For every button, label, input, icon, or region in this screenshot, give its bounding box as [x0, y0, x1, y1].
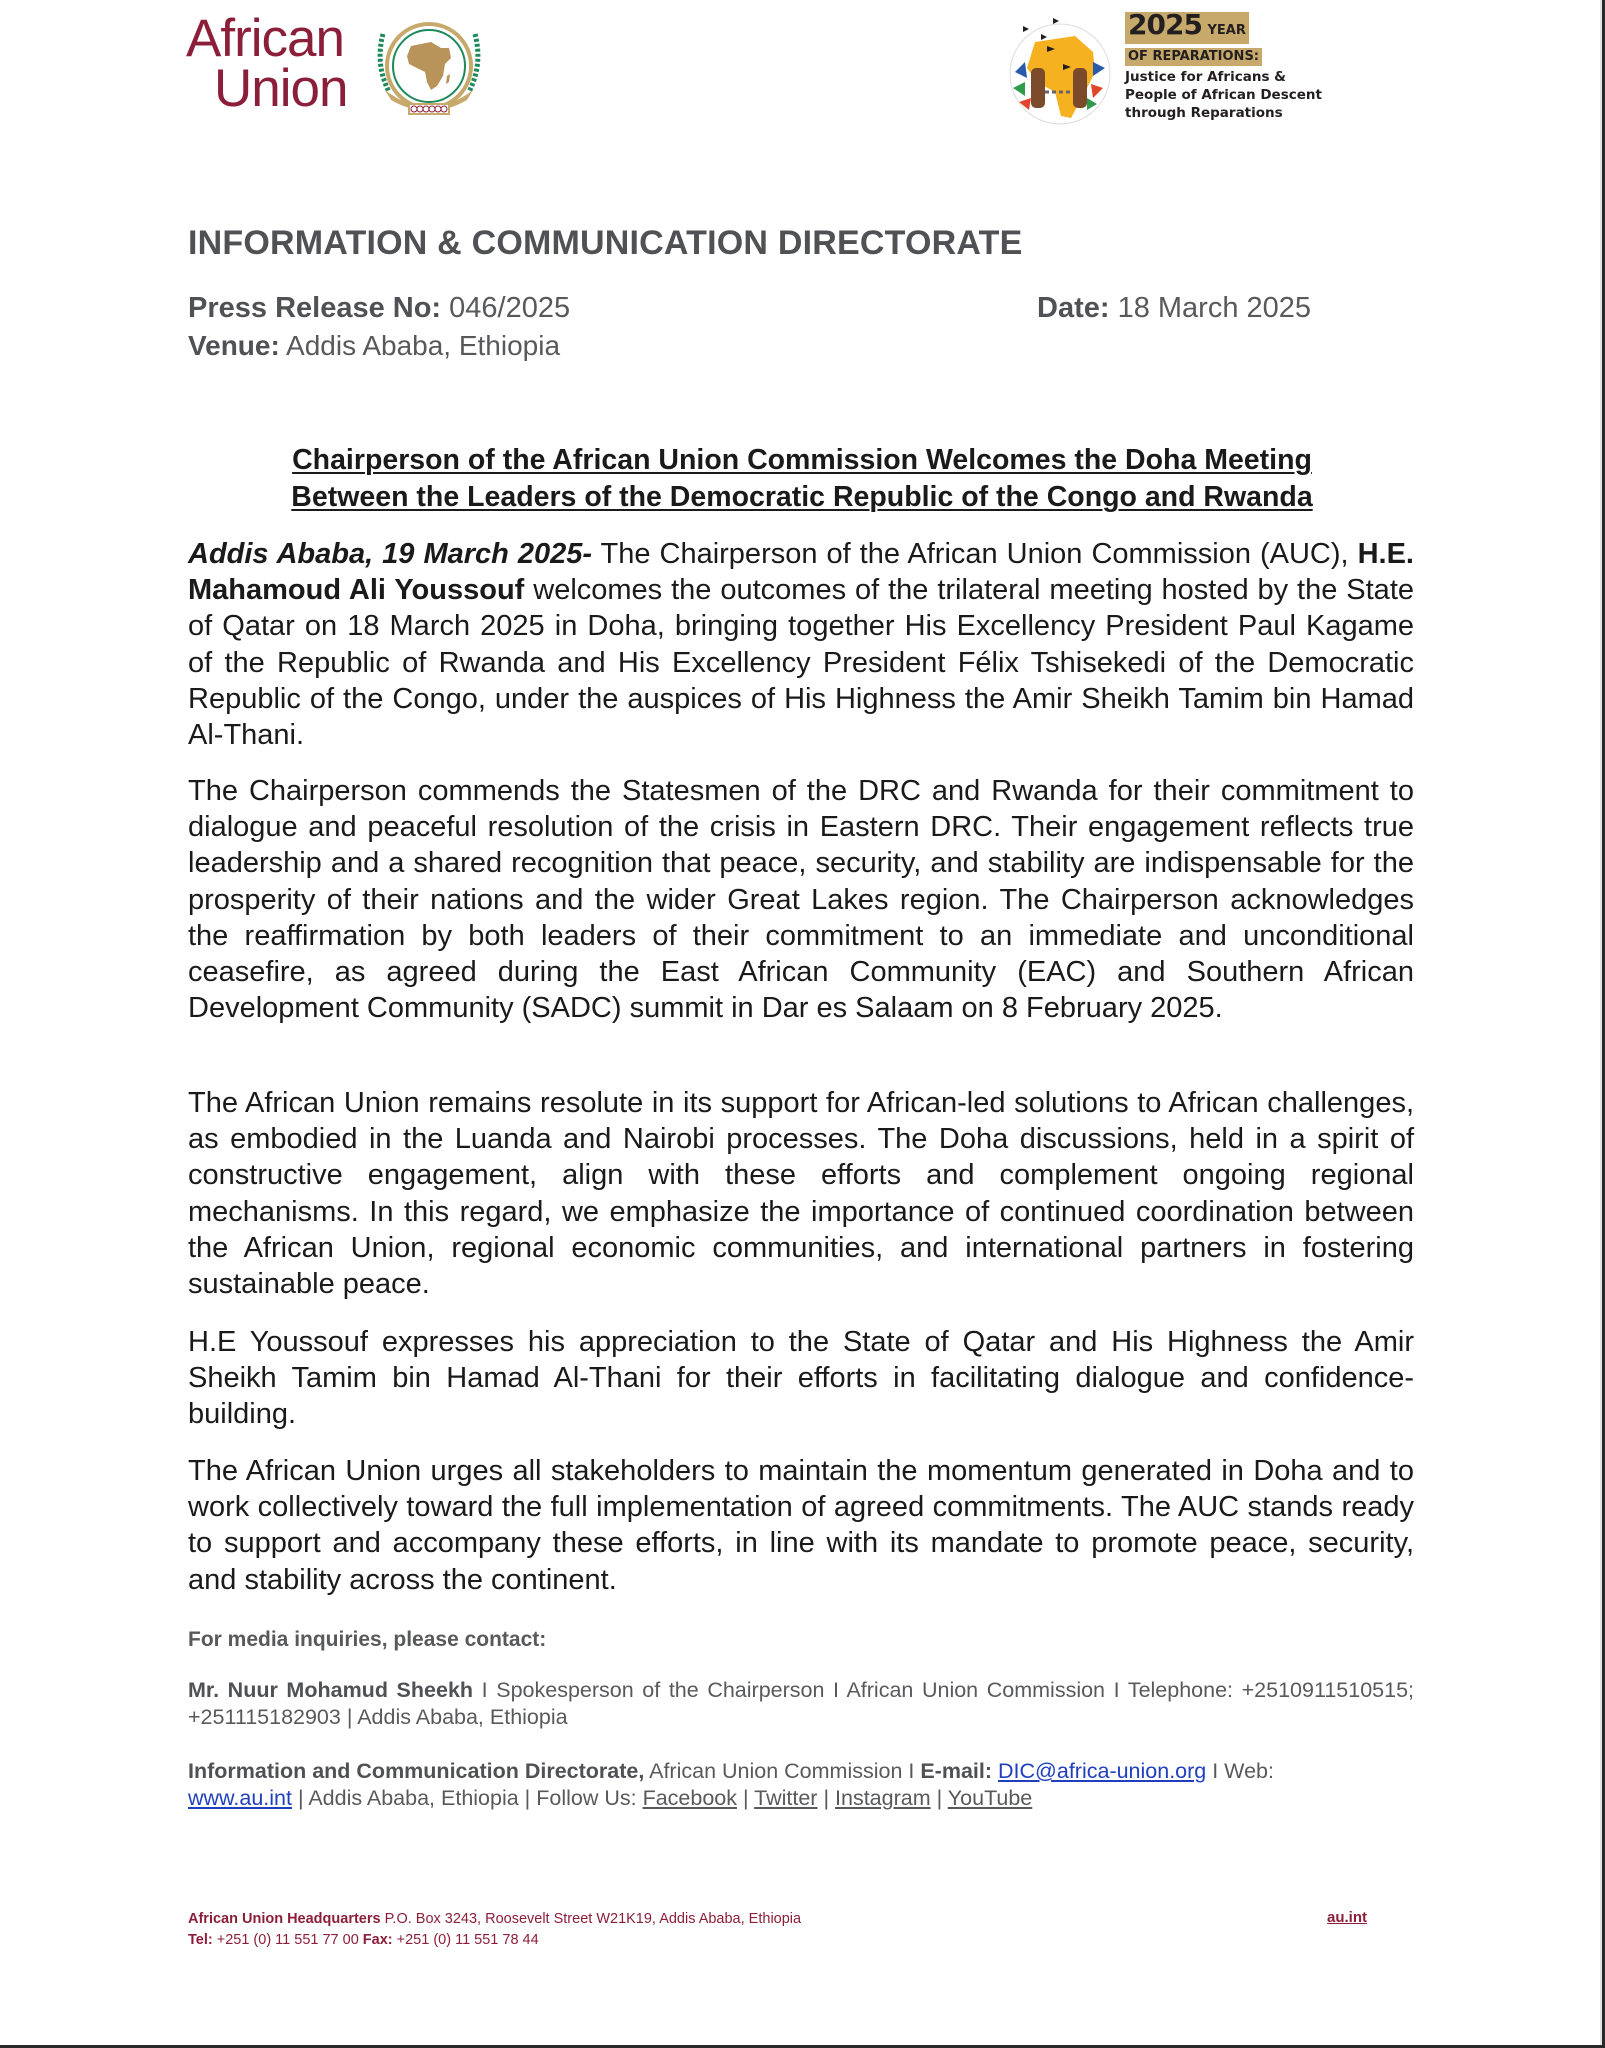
twitter-link[interactable]: Twitter [754, 1786, 818, 1810]
follow-us-label: | Addis Ababa, Ethiopia | Follow Us: [291, 1786, 643, 1810]
spokesperson-details: I Spokesperson of the Chairperson I African Union Commission I Telephone: +2510911510515; +251115182903 | Addis Ababa, Ethiopia [188, 1678, 1414, 1729]
directorate-org: African Union Commission I [644, 1759, 921, 1783]
tel-label: Tel: [188, 1932, 213, 1948]
reparations-year-banner [1125, 8, 1249, 44]
instagram-link[interactable]: Instagram [835, 1786, 931, 1810]
reparations-emblem-icon [1005, 12, 1115, 130]
website-link[interactable]: www.au.int [188, 1786, 292, 1810]
separator: | [817, 1786, 836, 1810]
spokesperson-name: Mr. Nuur Mohamud Sheekh [188, 1678, 474, 1702]
african-union-logo [186, 9, 491, 124]
au-wordmark-line1: African [186, 9, 344, 68]
reparations-wordmark [1125, 8, 1322, 122]
reparations-subtitle-line3: through Reparations [1125, 105, 1283, 121]
phone-fax [188, 1930, 539, 1950]
separator: | [930, 1786, 948, 1810]
venue [188, 330, 560, 362]
paragraph-2: The Chairperson commends the Statesmen of the DRC and Rwanda for their commitment to dialogue and peaceful resolution of the crisis in Eastern DRC. Their engagement reflects true leadership and a shared recognition that peace, security, and stability are indispensable for the prosperity of their nations and the wider Great Lakes region. The Chairperson acknowledges the reaffirmation by both leaders of their commitment to an immediate and unconditional ceasefire, as agreed during the East African Community (EAC) and Southern African Development Community (SADC) summit in Dar es Salaam on 8 February 2025. [188, 775, 1414, 1025]
au-website-link[interactable]: au.int [1327, 1909, 1367, 1926]
paragraph-1-text-a: The Chairperson of the African Union Commission (AUC), [592, 538, 1358, 570]
au-emblem-icon [371, 14, 487, 124]
reparations-subtitle-line2: People of African Descent [1125, 87, 1322, 103]
media-inquiries-heading: For media inquiries, please contact: [188, 1628, 547, 1651]
web-label: I Web: [1206, 1759, 1274, 1783]
reparations-subtitle [1125, 68, 1322, 122]
headquarters-address [188, 1909, 801, 1929]
reparations-year: 2025 [1128, 8, 1202, 41]
title-line2: Between the Leaders of the Democratic Republic of the Congo and Rwanda [291, 481, 1313, 513]
press-release-label: Press Release No: [188, 292, 442, 324]
paragraph-3: The African Union remains resolute in its support for African-led solutions to African challenges, as embodied in the Luanda and Nairobi processes. The Doha discussions, held in a spirit of constructive engagement, align with these efforts and complement ongoing regional mechanisms. In this regard, we emphasize the importance of continued coordination between the African Union, regional economic communities, and international partners in fostering sustainable peace. [188, 1087, 1414, 1301]
reparations-subtitle-line1: Justice for Africans & [1125, 69, 1286, 85]
paragraph-4: H.E Youssouf expresses his appreciation to the State of Qatar and His Highness the Amir Sheikh Tamim bin Hamad Al-Thani for their efforts in facilitating dialogue and confidence-building. [188, 1326, 1414, 1431]
facebook-link[interactable]: Facebook [642, 1786, 737, 1810]
au-wordmark [186, 9, 348, 118]
email-label: E-mail: [920, 1759, 993, 1783]
tel-value: +251 (0) 11 551 77 00 [212, 1932, 363, 1948]
separator: | [736, 1786, 755, 1810]
press-release-value: 046/2025 [449, 292, 571, 324]
press-release-title [188, 442, 1416, 516]
chairperson-name: H.E. Mahamoud Ali Youssouf [188, 538, 1414, 607]
directorate-contact [188, 1758, 1414, 1812]
reparations-year-word: YEAR [1207, 23, 1246, 38]
venue-label: Venue: [188, 330, 280, 361]
directorate-heading: INFORMATION & COMMUNICATION DIRECTORATE [188, 224, 1023, 262]
directorate-name: Information and Communication Directorate, [188, 1759, 645, 1783]
hq-label: African Union Headquarters [188, 1911, 381, 1927]
paragraph-5: The African Union urges all stakeholders to maintain the momentum generated in Doha and to work collectively toward the full implementation of agreed commitments. The AUC stands ready to support and accompany these efforts, in line with its mandate to promote peace, security, and stability across the continent. [188, 1455, 1414, 1596]
au-wordmark-line2: Union [214, 59, 348, 118]
title-line1: Chairperson of the African Union Commission Welcomes the Doha Meeting [292, 444, 1312, 476]
fax-label: Fax: [362, 1932, 393, 1948]
reparations-of-banner: OF REPARATIONS: [1125, 48, 1262, 66]
fax-value: +251 (0) 11 551 78 44 [392, 1932, 539, 1948]
date-value: 18 March 2025 [1117, 292, 1312, 324]
press-release-number [188, 292, 570, 325]
youtube-link[interactable]: YouTube [947, 1786, 1033, 1810]
email-link[interactable]: DIC@africa-union.org [998, 1759, 1207, 1783]
dateline: Addis Ababa, 19 March 2025- [188, 538, 593, 570]
hq-address: P.O. Box 3243, Roosevelt Street W21K19, Addis Ababa, Ethiopia [380, 1911, 802, 1927]
year-of-reparations-logo [1005, 8, 1365, 130]
paragraph-1 [188, 536, 1414, 753]
release-date [1037, 292, 1311, 325]
date-label: Date: [1037, 292, 1110, 324]
paragraph-1-text-b: welcomes the outcomes of the trilateral meeting hosted by the State of Qatar on 18 March 2025 in Doha, bringing together His Excellency President Paul Kagame of the Republic of Rwanda and His Excellency President Félix Tshisekedi of the Democratic Republic of the Congo, under the auspices of His Highness the Amir Sheikh Tamim bin Hamad Al-Thani. [188, 574, 1414, 752]
spokesperson-contact [188, 1677, 1414, 1731]
venue-value: Addis Ababa, Ethiopia [286, 330, 561, 361]
